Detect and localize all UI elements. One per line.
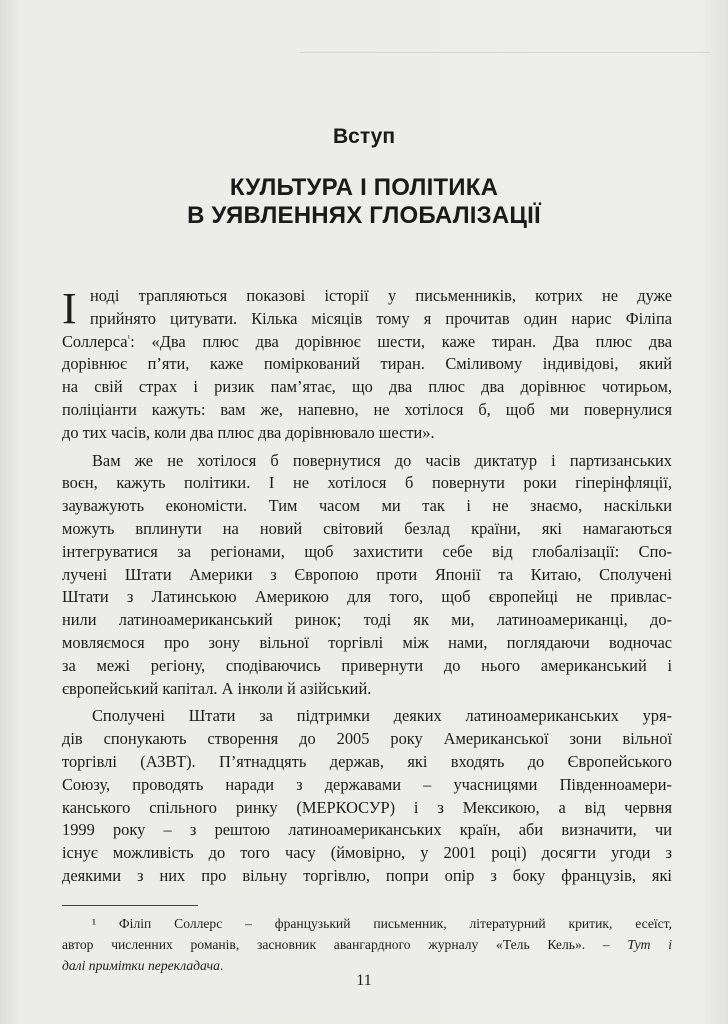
text-line: існує можливість до того часу (ймовірно, у 2001 році) досягти угоди з xyxy=(62,843,672,863)
text-fragment: Соллерса xyxy=(62,331,128,351)
text-line: деякими з них про вільну торгівлю, попри опір з боку французів, які xyxy=(62,865,672,885)
text-line: на свій страх і ризик пам’ятає, що два плюс два дорівнює чотирьом, xyxy=(62,377,672,397)
text-line: дорівнює п’яти, каже поміркований тиран. Сміливому індивідові, який xyxy=(62,354,672,374)
text-line: ноді трапляються показові історії у письменників, котрих не дуже xyxy=(90,286,672,305)
drop-cap: І xyxy=(62,284,77,333)
italic-fragment: Тут і xyxy=(627,937,672,952)
chapter-title-line-1: КУЛЬТУРА І ПОЛІТИКА xyxy=(229,174,499,201)
text-line: зауважують економісти. Тим часом ми так і не знаємо, наскільки xyxy=(62,496,672,516)
footnote-line xyxy=(62,934,672,955)
text-line: торгівлі (АЗВТ). П’ятнадцять держав, які входять до Європейського xyxy=(62,751,672,771)
text-line: нили латиноамериканський ринок; тоді як ми, латиноамериканці, до- xyxy=(62,610,672,630)
text-line: воєн, кажуть політики. І не хотілося б повернути роки гіперінфляції, xyxy=(62,473,672,493)
text-line: Вам же не хотілося б повернутися до часів диктатур і партизанських xyxy=(92,450,672,470)
text-fragment: . xyxy=(219,958,224,973)
text-line: дів спонукають створення до 2005 року Американської зони вільної xyxy=(62,729,672,749)
text-line: за межі регіону, сподіваючись привернути до нього американський і xyxy=(62,655,672,675)
paragraph-1 xyxy=(62,285,672,445)
text-line: Союзу, проводять наради з державами – учасницями Південноамери- xyxy=(62,774,672,794)
text-line: прийнято цитувати. Кілька місяців тому я прочитав один нарис Філіпа xyxy=(90,308,672,328)
text-line: можуть вплинути на новий світовий безлад країни, які намагаються xyxy=(62,518,672,538)
chapter-title xyxy=(0,174,728,230)
text-line: мовляємося про зону вільної торгівлі між нами, поглядаючи водночас xyxy=(62,632,672,652)
text-line: канського спільного ринку (МЕРКОСУР) і з Мексикою, а від червня xyxy=(62,797,672,817)
text-line: європейський капітал. А інколи й азійський. xyxy=(62,678,372,698)
paragraph-2 xyxy=(62,450,672,701)
section-heading: Вступ xyxy=(332,125,395,148)
text-fragment: : «Два плюс два дорівнює шести, каже тиран. Два плюс два xyxy=(130,331,672,351)
text-fragment: автор численних романів, засновник авангардного журналу «Тель Кель». – xyxy=(62,937,610,952)
body-text xyxy=(62,285,672,888)
text-line: інтегруватися за регіонами, щоб захистити себе від глобалізації: Спо- xyxy=(62,541,672,561)
footnote-line: ¹ Філіп Соллерс – французький письменник, літературний критик, есеїст, xyxy=(92,916,672,931)
text-line: поліціанти кажуть: вам же, напевно, не хотілося б, щоб ми повернулися xyxy=(62,399,672,419)
text-line: Штати з Латинською Америкою для того, щоб європейці не привлас- xyxy=(62,587,672,607)
chapter-title-line-2: В УЯВЛЕННЯХ ГЛОБАЛІЗАЦІЇ xyxy=(187,202,541,229)
footnote xyxy=(62,913,672,976)
page-number: 11 xyxy=(356,972,372,989)
footnote-marker: ¹ xyxy=(127,332,131,343)
footnote-divider xyxy=(62,905,198,906)
paragraph-3 xyxy=(62,705,672,887)
bleed-through-text xyxy=(62,92,672,112)
text-line: до тих часів, коли два плюс два дорівнювало шести». xyxy=(62,422,435,442)
text-line: лучені Штати Америки з Європою проти Японії та Китаю, Сполучені xyxy=(62,564,672,584)
bleed-through-running-header xyxy=(300,30,710,53)
text-line: Сполучені Штати за підтримки деяких латиноамериканських уря- xyxy=(92,706,672,726)
text-line: 1999 року – з рештою латиноамериканських країн, аби визначити, чи xyxy=(62,820,672,840)
text-line xyxy=(62,331,672,354)
italic-fragment: далі примітки перекладача xyxy=(62,958,220,973)
